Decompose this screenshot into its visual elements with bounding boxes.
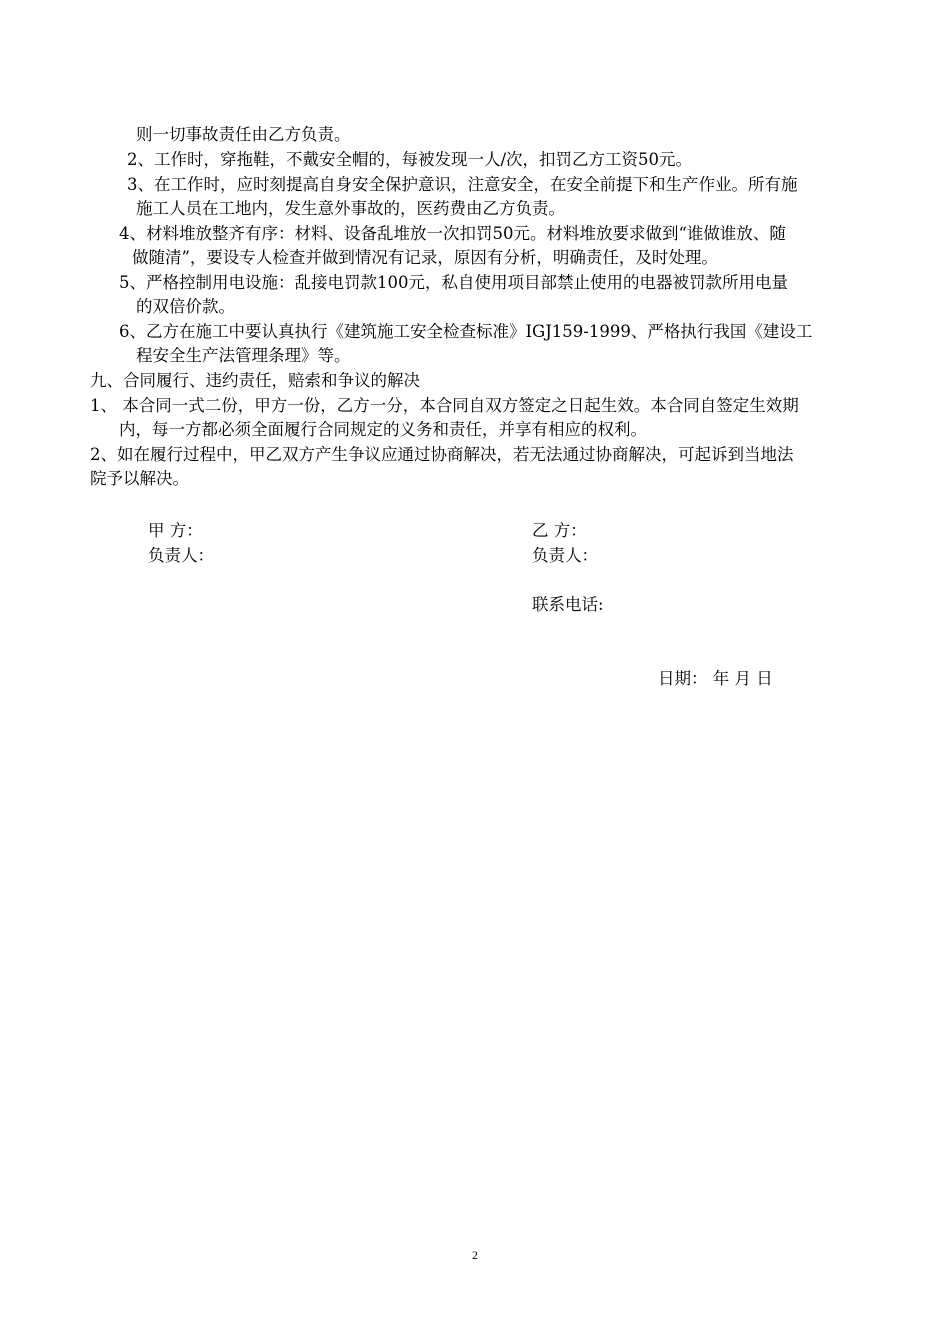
party-a-label: 甲 方： xyxy=(148,521,203,540)
section-9-paragraph-1-line-1: 1、 本合同一式二份，甲方一份，乙方一分，本合同自双方签定之日起生效。本合同自签定生效期 xyxy=(90,396,799,415)
phone-label: 联系电话: xyxy=(532,595,604,614)
clause-3-line-2: 施工人员在工地内，发生意外事故的，医药费由乙方负责。 xyxy=(136,199,565,218)
date-line: 日期： 年 月 日 xyxy=(658,669,773,688)
clause-2: 2、工作时，穿拖鞋，不戴安全帽的，每被发现一人/次，扣罚乙方工资50元。 xyxy=(127,150,693,169)
party-a-person-label: 负责人： xyxy=(148,546,214,565)
section-9-paragraph-2-line-1: 2、如在履行过程中，甲乙双方产生争议应通过协商解决，若无法通过协商解决，可起诉到当地法 xyxy=(90,445,794,464)
party-b-person-label: 负责人： xyxy=(532,546,598,565)
party-b-label: 乙 方： xyxy=(532,521,587,540)
clause-5-line-1: 5、严格控制用电设施：乱接电罚款100元，私自使用项目部禁止使用的电器被罚款所用电量 xyxy=(119,273,788,292)
clause-4-line-1: 4、材料堆放整齐有序：材料、设备乱堆放一次扣罚50元。材料堆放要求做到“谁做谁放、随 xyxy=(119,224,786,243)
section-9-heading: 九、合同履行、违约责任，赔索和争议的解决 xyxy=(90,371,420,390)
section-9-paragraph-1-line-2: 内，每一方都必须全面履行合同规定的义务和责任，并享有相应的权利。 xyxy=(119,420,647,439)
clause-1-continuation: 则一切事故责任由乙方负责。 xyxy=(136,125,351,144)
clause-5-line-2: 的双倍价款。 xyxy=(136,297,235,316)
section-9-paragraph-2-line-2: 院予以解决。 xyxy=(90,469,189,488)
page-number: 2 xyxy=(472,1248,478,1262)
clause-6-line-1: 6、乙方在施工中要认真执行《建筑施工安全检查标准》IGJ159-1999、严格执行我国《建设工 xyxy=(119,322,813,341)
clause-6-line-2: 程安全生产法管理条理》等。 xyxy=(136,346,351,365)
clause-3-line-1: 3、在工作时，应时刻提高自身安全保护意识，注意安全，在安全前提下和生产作业。所有施 xyxy=(127,175,798,194)
clause-4-line-2: 做随清”，要设专人检查并做到情况有记录，原因有分析，明确责任，及时处理。 xyxy=(132,248,718,267)
